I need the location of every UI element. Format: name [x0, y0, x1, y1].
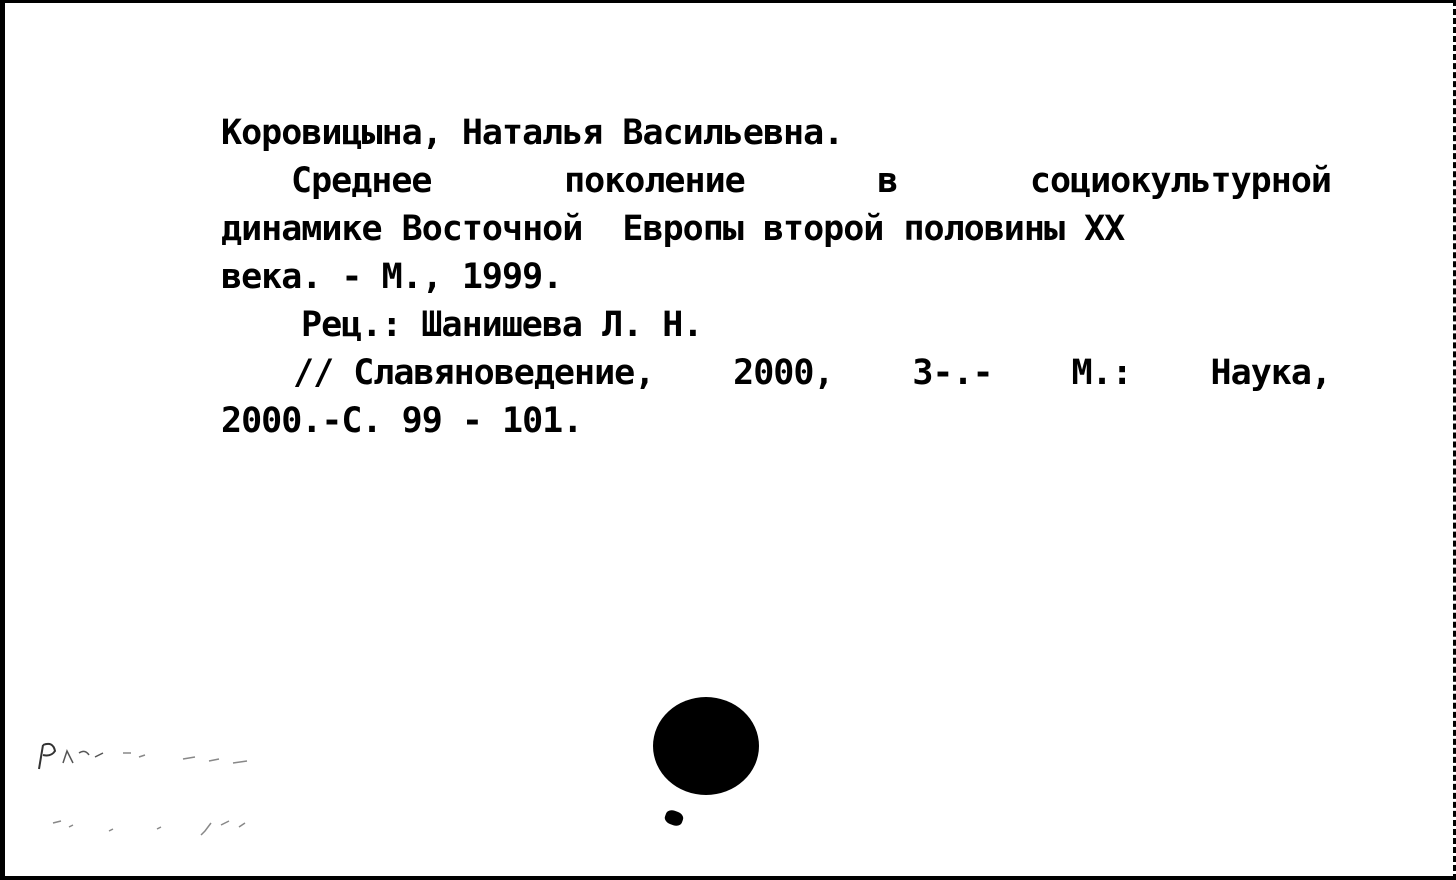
review-line: Рец.: Шанишева Л. Н.: [301, 305, 703, 345]
title-word: в: [877, 161, 898, 201]
title-word: поколение: [564, 161, 745, 201]
title-line-3: века. - М., 1999.: [221, 257, 563, 297]
title-word: социокультурной: [1029, 161, 1331, 201]
author-heading: Коровицына, Наталья Васильевна.: [221, 113, 844, 153]
title-line-1: [221, 157, 1331, 205]
faded-handwriting-marks: [33, 723, 273, 853]
source-word: 2000,: [733, 353, 834, 393]
source-word: М.:: [1071, 353, 1132, 393]
source-word: Наука,: [1210, 353, 1331, 393]
title-line-2: динамике Восточной Европы второй половины XX: [221, 209, 1125, 249]
punch-hole: [653, 697, 759, 795]
title-word: Среднее: [291, 161, 432, 201]
source-word: 3-.-: [912, 353, 993, 393]
source-line-2: 2000.-С. 99 - 101.: [221, 401, 583, 441]
punch-hole-fleck: [663, 808, 685, 827]
source-word: // Славяноведение,: [293, 353, 655, 393]
card-text: [221, 109, 1331, 445]
source-line-1: [221, 349, 1331, 397]
